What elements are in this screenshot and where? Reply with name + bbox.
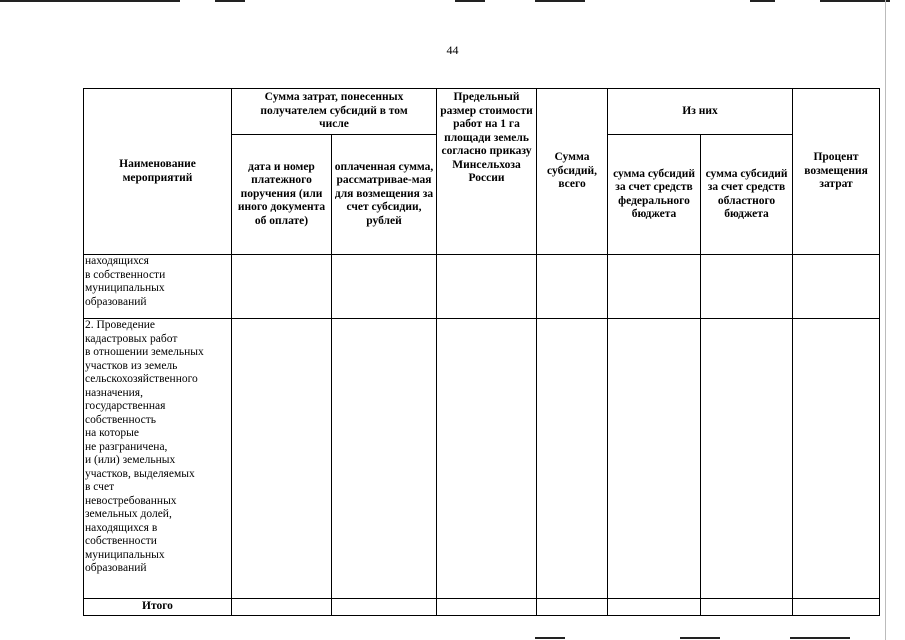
scan-artifact-line — [215, 0, 245, 2]
table-cell — [793, 599, 880, 616]
table-row — [84, 319, 880, 599]
scan-artifact-line — [680, 637, 720, 639]
table-cell — [437, 599, 537, 616]
scan-artifact-line — [455, 0, 485, 2]
table-cell — [608, 599, 701, 616]
header-name: Наименование мероприятий — [84, 89, 232, 255]
header-regional: сумма субсидий за счет средств областного бюджета — [701, 135, 793, 255]
table-cell — [793, 255, 880, 319]
header-payment-date: дата и номер платежного поручения (или иного документа об оплате) — [232, 135, 332, 255]
table-cell — [701, 255, 793, 319]
page-edge — [885, 0, 886, 640]
scan-artifact-line — [790, 637, 850, 639]
table-cell — [701, 319, 793, 599]
table-cell — [232, 319, 332, 599]
table-cell — [232, 255, 332, 319]
table-cell — [608, 319, 701, 599]
table-cell — [793, 319, 880, 599]
table-cell — [701, 599, 793, 616]
page-number: 44 — [446, 43, 459, 57]
table-cell — [537, 599, 608, 616]
table-cell — [332, 319, 437, 599]
table-cell — [537, 255, 608, 319]
header-percent: Процент возмещения затрат — [793, 89, 880, 255]
scan-artifact-line — [535, 0, 585, 2]
table-cell — [608, 255, 701, 319]
table-cell — [332, 255, 437, 319]
header-group-of-which: Из них — [608, 89, 793, 135]
table-cell — [332, 599, 437, 616]
row-name: 2. Проведение кадастровых работ в отношении земельных участков из земель сельскохозяйственного назначения, государственная собственность на которые не разграничена, и (или) земельных участков, выделяемых в счет невостребованных земельных долей, находящихся в собственности муниципальных образований — [84, 319, 232, 599]
header-limit: Предельный размер стоимости работ на 1 га площади земель согласно приказу Минсельхоза России — [437, 89, 537, 255]
table-cell — [232, 599, 332, 616]
scan-artifact-line — [535, 637, 565, 639]
total-label: Итого — [84, 599, 232, 616]
header-paid-sum: оплаченная сумма, рассматривае-мая для возмещения за счет субсидии, рублей — [332, 135, 437, 255]
header-group-costs: Сумма затрат, понесенных получателем субсидий в том числе — [232, 89, 437, 135]
scan-artifact-line — [0, 0, 180, 2]
table-cell — [437, 319, 537, 599]
table-row-total — [84, 599, 880, 616]
header-subsidy-total: Сумма субсидий, всего — [537, 89, 608, 255]
scan-artifact-line — [750, 0, 775, 2]
table-row — [84, 255, 880, 319]
scan-artifact-line — [820, 0, 890, 2]
row-name: находящихся в собственности муниципальных образований — [84, 255, 232, 319]
subsidy-table — [83, 88, 880, 616]
table-cell — [537, 319, 608, 599]
table-cell — [437, 255, 537, 319]
header-federal: сумма субсидий за счет средств федерального бюджета — [608, 135, 701, 255]
